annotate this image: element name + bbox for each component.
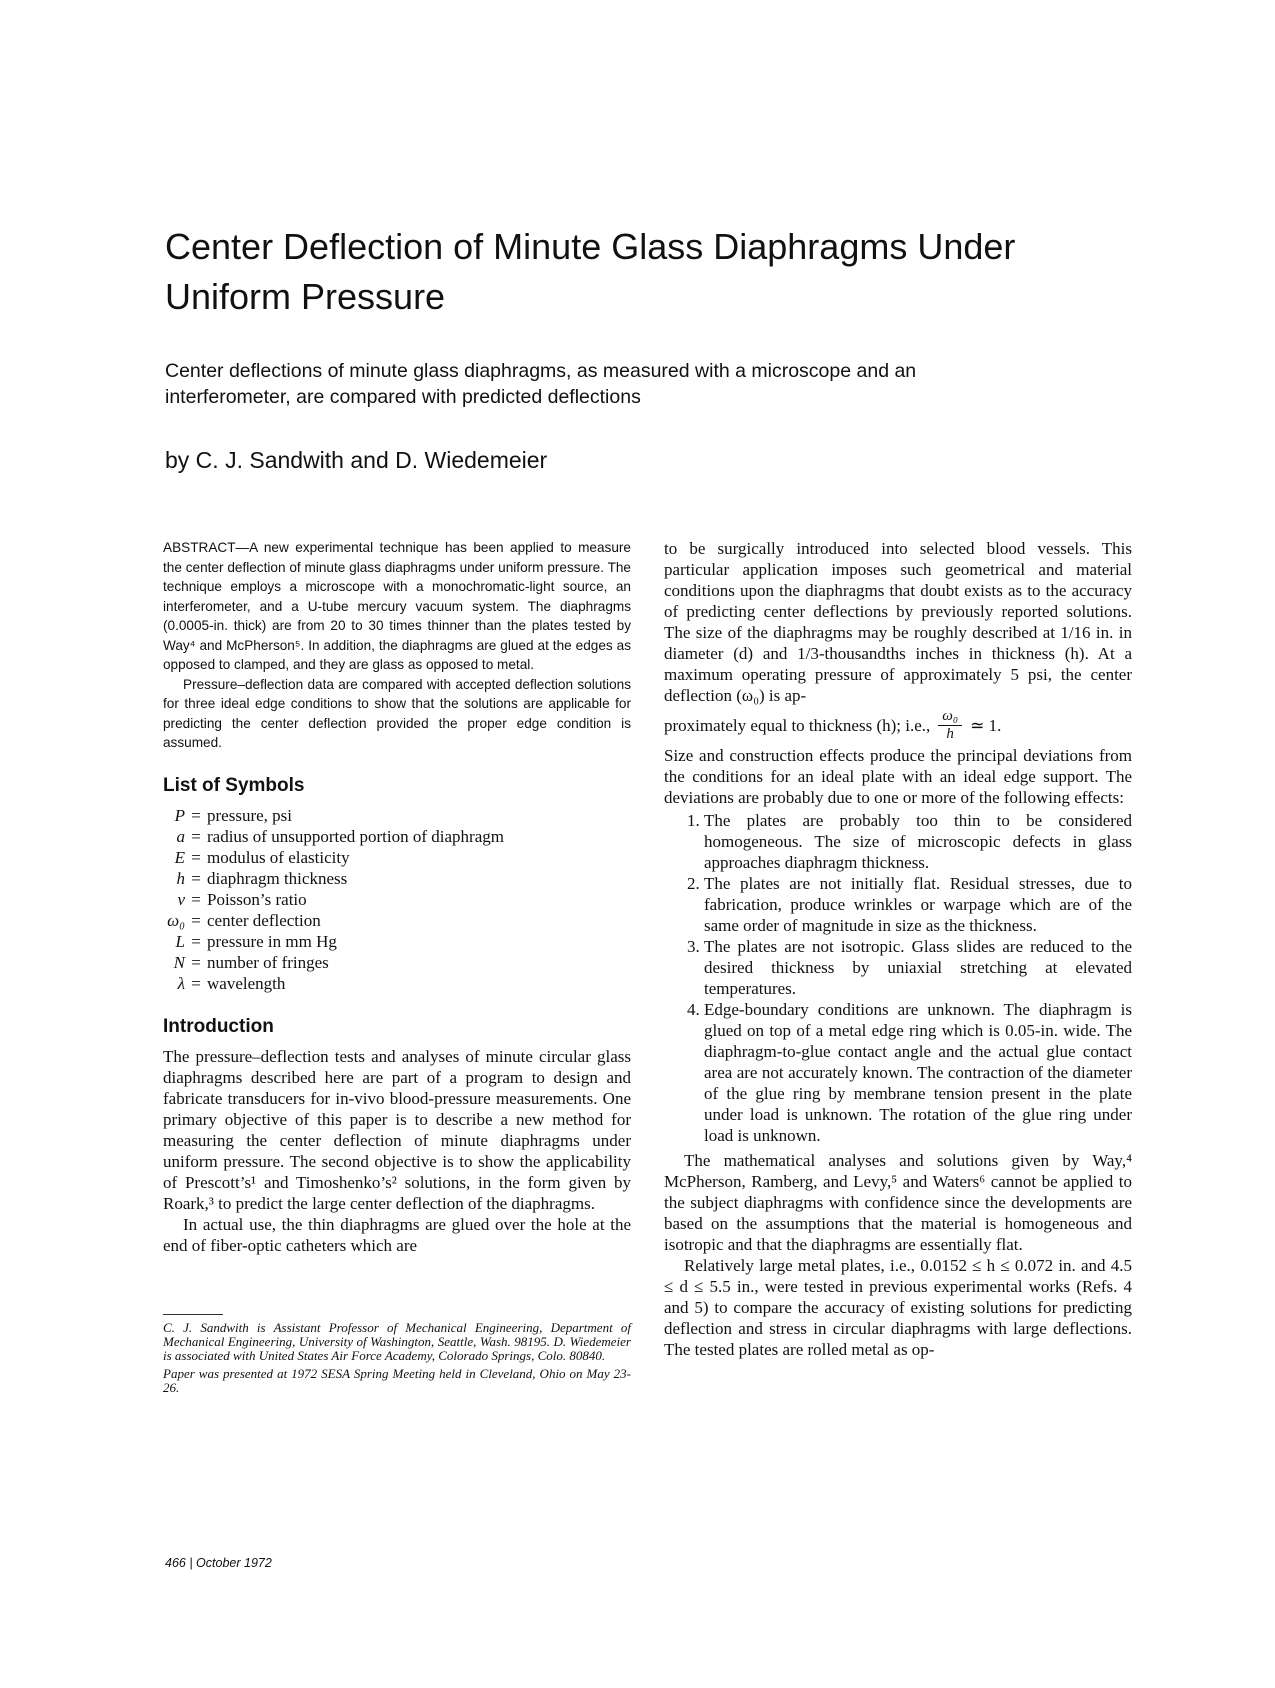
equals: =	[191, 868, 201, 888]
abstract-paragraph-1: ABSTRACT—A new experimental technique has been applied to measure the center deflection of minute glass diaphragms under uniform pressure. The technique employs a microscope with a monochromatic-light source, an interferometer, and a U-tube mercury vacuum system. The diaphragms (0.0005-in. thick) are from 20 to 30 times thinner than the plates tested by Way⁴ and McPherson⁵. In addition, the diaphragms are glued at the edges as opposed to clamped, and they are glass as opposed to metal.	[163, 540, 631, 672]
fraction-omega-over-h	[938, 708, 962, 743]
symbol-row	[163, 889, 631, 910]
symbol: N	[173, 952, 185, 972]
symbol-description: radius of unsupported portion of diaphragm	[207, 826, 504, 846]
effect-item: 1. The plates are probably too thin to be considered homogeneous. The size of microscopic defects in glass approaches diaphragm thickness.	[704, 810, 1132, 873]
symbol: ω₀	[167, 910, 185, 930]
equals: =	[191, 973, 201, 993]
symbol: P	[174, 805, 185, 825]
equals: =	[191, 826, 201, 846]
symbol: L	[175, 931, 185, 951]
equals: =	[191, 910, 201, 930]
left-column	[163, 538, 631, 1399]
author-affiliation-footnote: C. J. Sandwith is Assistant Professor of Mechanical Engineering, Department of Mechanical Engineering, University of Washington, Seattle, Wash. 98195. D. Wiedemeier is associated with United States Air Force Academy, Colorado Springs, Colo. 80840.	[163, 1319, 631, 1363]
effect-item: 2. The plates are not initially flat. Residual stresses, due to fabrication, produce wrinkles or warpage which are of the same order of magnitude in size as the thickness.	[704, 873, 1132, 936]
equals: =	[191, 889, 201, 909]
symbol-description: modulus of elasticity	[207, 847, 350, 867]
paper-title: Center Deflection of Minute Glass Diaphragms Under Uniform Pressure	[165, 226, 1016, 317]
thickness-ratio-line	[664, 708, 1132, 743]
symbol: E	[174, 847, 185, 867]
symbol-description: Poisson’s ratio	[207, 889, 307, 909]
abstract-paragraph-2: Pressure–deflection data are compared with accepted deflection solutions for three ideal edge conditions to show that the solutions are applicable for predicting the center deflection provided the proper edge condition is assumed.	[163, 676, 631, 750]
metal-plates-paragraph: Relatively large metal plates, i.e., 0.0152 ≤ h ≤ 0.072 in. and 4.5 ≤ d ≤ 5.5 in., were tested in previous experimental works (Refs. 4 and 5) to compare the accuracy of existing solutions for predicting deflection and stress in circular diaphragms with large deflections. The tested plates are rolled metal as op-	[664, 1256, 1132, 1359]
ratio-text-after: ≃ 1.	[970, 715, 1002, 735]
symbol: ν	[177, 889, 185, 909]
symbols-list	[163, 805, 631, 994]
symbol: h	[176, 868, 185, 888]
equals: =	[191, 847, 201, 867]
symbol-row	[163, 868, 631, 889]
equals: =	[191, 805, 201, 825]
equals: =	[191, 931, 201, 951]
paper-subtitle: Center deflections of minute glass diaphragms, as measured with a microscope and an interferometer, are compared with predicted deflections	[165, 360, 917, 408]
symbol-description: pressure in mm Hg	[207, 931, 337, 951]
equals: =	[191, 952, 201, 972]
symbol-row	[163, 847, 631, 868]
symbol: λ	[177, 973, 185, 993]
symbol-description: number of fringes	[207, 952, 329, 972]
footnote-divider	[163, 1314, 223, 1315]
symbol-description: wavelength	[207, 973, 286, 993]
symbol-row	[163, 931, 631, 952]
symbol-row	[163, 952, 631, 973]
ratio-text-before: proximately equal to thickness (h); i.e.,	[664, 715, 931, 735]
introduction-paragraph-1: The pressure–deflection tests and analyses of minute circular glass diaphragms described here are part of a program to design and fabricate transducers for in-vivo blood-pressure measurements. One primary objective of this paper is to describe a new method for measuring the center deflection of minute diaphragms under uniform pressure. The second objective is to show the applicability of Prescott’s¹ and Timoshenko’s² solutions, in the form given by Roark,³ to predict the large center deflection of the diaphragms.	[163, 1046, 631, 1213]
author-byline: by C. J. Sandwith and D. Wiedemeier	[165, 447, 548, 473]
symbol-row	[163, 973, 631, 994]
effect-item: 3. The plates are not isotropic. Glass slides are reduced to the desired thickness by uniaxial stretching at elevated temperatures.	[704, 936, 1132, 999]
symbol-row	[163, 826, 631, 847]
body-paragraph-continued: to be surgically introduced into selected blood vessels. This particular application imposes such geometrical and material conditions upon the diaphragms that doubt exists as to the accuracy of predicting center deflections by previously reported solutions. The size of the diaphragms may be roughly described at 1/16 in. in diameter (d) and 1/3-thousandths inches in thickness (h). At a maximum operating pressure of approximately 5 psi, the center deflection (ω₀) is ap-	[664, 539, 1132, 705]
symbol-row	[163, 910, 631, 931]
symbol-description: pressure, psi	[207, 805, 292, 825]
page-footer: 466 | October 1972	[165, 1556, 272, 1570]
fraction-numerator: ω₀	[938, 708, 962, 726]
deviations-paragraph: Size and construction effects produce the principal deviations from the conditions for an ideal plate with an ideal edge support. The deviations are probably due to one or more of the following effects:	[664, 746, 1132, 807]
analyses-paragraph: The mathematical analyses and solutions given by Way,⁴ McPherson, Ramberg, and Levy,⁵ and Waters⁶ cannot be applied to the subject diaphragms with confidence since the developments are based on the assumptions that the material is homogeneous and isotropic and that the diaphragms are essentially flat.	[664, 1151, 1132, 1254]
symbol: a	[176, 826, 185, 846]
symbols-heading: List of Symbols	[163, 774, 305, 796]
symbol-row	[163, 805, 631, 826]
symbol-description: diaphragm thickness	[207, 868, 348, 888]
right-column	[664, 538, 1132, 1360]
introduction-heading: Introduction	[163, 1015, 274, 1037]
presentation-footnote: Paper was presented at 1972 SESA Spring Meeting held in Cleveland, Ohio on May 23-26.	[163, 1365, 631, 1395]
fraction-denominator: h	[946, 726, 954, 742]
effects-list	[664, 810, 1132, 1146]
introduction-paragraph-2: In actual use, the thin diaphragms are glued over the hole at the end of fiber-optic catheters which are	[163, 1214, 631, 1255]
effect-item: 4. Edge-boundary conditions are unknown. The diaphragm is glued on top of a metal edge ring which is 0.05-in. wide. The diaphragm-to-glue contact angle and the actual glue contact area are not accurately known. The contraction of the diameter of the glue ring by membrane tension present in the plate under load is unknown. The rotation of the glue ring under load is unknown.	[704, 999, 1132, 1146]
symbol-description: center deflection	[207, 910, 321, 930]
